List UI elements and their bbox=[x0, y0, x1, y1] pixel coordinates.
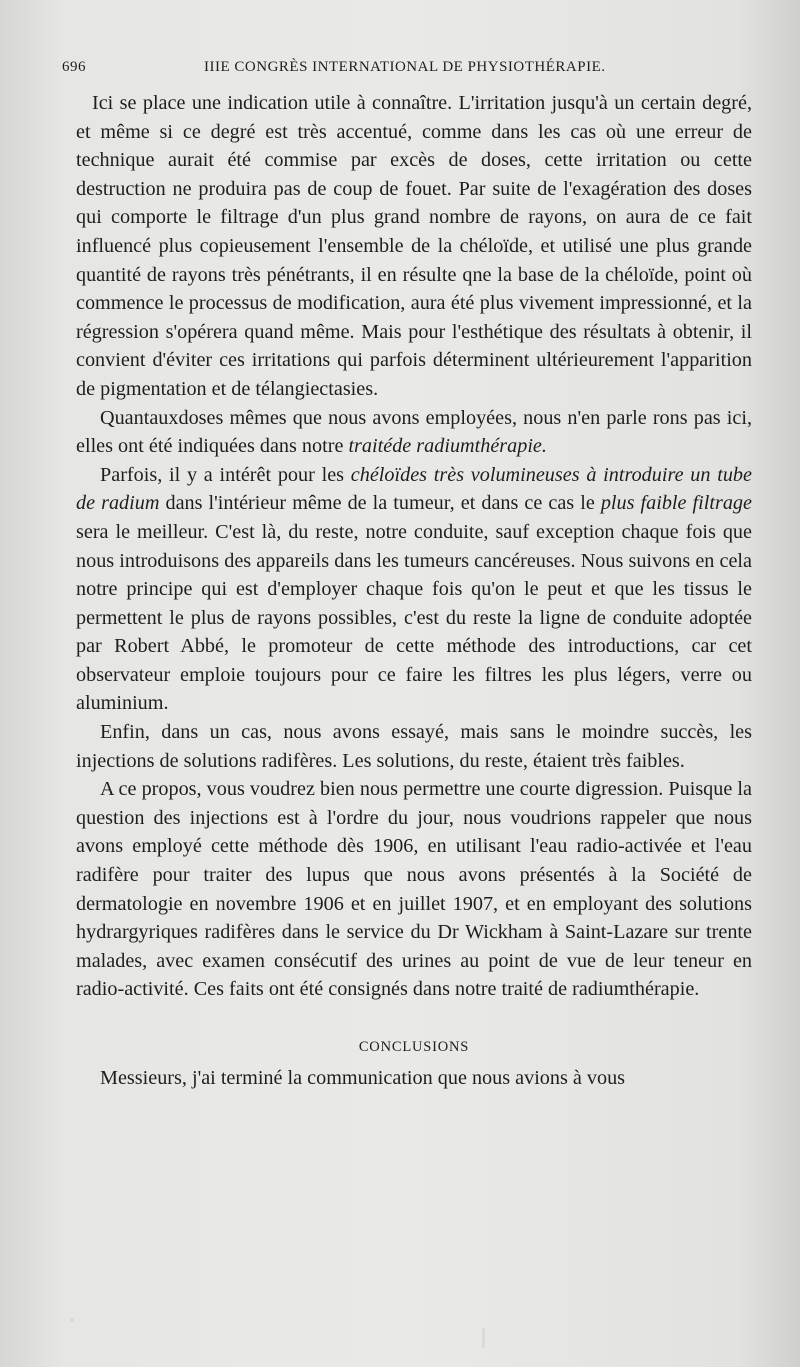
treatise-title-italic: traitéde radiumthérapie. bbox=[348, 435, 547, 458]
running-head bbox=[62, 59, 752, 81]
paragraph-doses-text: Quantauxdoses mêmes que nous avons employées, nous n'en parle rons pas ici, elles ont été indiquées dans notre bbox=[76, 406, 752, 458]
body-text bbox=[76, 89, 752, 1093]
paragraph-digression: A ce propos, vous voudrez bien nous permettre une courte digression. Puisque la question des injections est à l'ordre du jour, nous voudrions rappeler que nous avons employé cette méthode dès 1906, en utilisant l'eau radio-activée et l'eau radifère pour traiter des lupus que nous avons présentés à la Société de dermatologie en novembre 1906 et en juillet 1907, et en employant des solutions hydrargyriques radifères dans le service du Dr Wickham à Saint-Lazare sur trente malades, avec examen consécutif des urines au point de vue de leur teneur en radio-activité. Ces faits ont été consignés dans notre traité de radiumthérapie. bbox=[76, 778, 752, 1001]
scan-speck bbox=[70, 1318, 74, 1322]
running-title: IIIE CONGRÈS INTERNATIONAL DE PHYSIOTHÉRAPIE. bbox=[204, 59, 606, 75]
paragraph-radium-text-c: sera le meilleur. C'est là, du reste, notre conduite, sauf exception chaque fois que nous introduisons des appareils dans les tumeurs cancéreuses. Nous suivons en cela notre principe qui est d'employer chaque fois qu'on le peut et que les tissus le permettent le plus de rayons possibles, c'est du reste la ligne de conduite adoptée par Robert Abbé, le promoteur de cette méthode des introductions, car cet observateur emploie toujours pour ce faire les filtres les plus légers, verre ou aluminium. bbox=[76, 520, 752, 715]
paragraph-radium-text-a: Parfois, il y a intérêt pour les bbox=[100, 463, 351, 486]
paragraph-irritation: Ici se place une indication utile à connaître. L'irritation jusqu'à un certain degré, et même si ce degré est très accentué, comme dans les cas où une erreur de technique aurait été commise par excès de doses, cette irritation ou cette destruction ne produira pas de coup de fouet. Par suite de l'exagération des doses qui comporte le filtrage d'un plus grand nombre de rayons, on aura de ce fait influencé plus copieusement l'ensemble de la chéloïde, et utilisé une plus grande quantité de rayons très pénétrants, il en résulte qne la base de la chéloïde, point où commence le processus de modification, aura été plus vivement impressionné, et la régression s'opérera quand même. Mais pour l'esthétique des résultats à obtenir, il convient d'éviter ces irritations qui parfois déterminent ultérieurement l'apparition de pigmentation et de télangiectasies. bbox=[76, 92, 752, 400]
paragraph-radium-text-b: dans l'intérieur même de la tumeur, et dans ce cas le bbox=[159, 492, 601, 515]
scan-speck bbox=[482, 1328, 485, 1348]
paragraph-doses bbox=[76, 404, 752, 461]
paragraph-radium-italic-b: plus faible filtrage bbox=[600, 492, 752, 515]
paragraph-conclusion-start: Messieurs, j'ai terminé la communication que nous avions à vous bbox=[100, 1067, 626, 1089]
paragraph-injections: Enfin, dans un cas, nous avons essayé, mais sans le moindre succès, les injections de solutions radifères. Les solutions, du reste, étaient très faibles. bbox=[76, 721, 752, 772]
paragraph-radium-italic-a: chéloïdes très volumineuses à introduire un tube de radium bbox=[76, 463, 752, 515]
paragraph-radium-tube bbox=[76, 461, 752, 718]
page-number: 696 bbox=[62, 59, 86, 75]
section-heading-conclusions: CONCLUSIONS bbox=[358, 1039, 470, 1055]
